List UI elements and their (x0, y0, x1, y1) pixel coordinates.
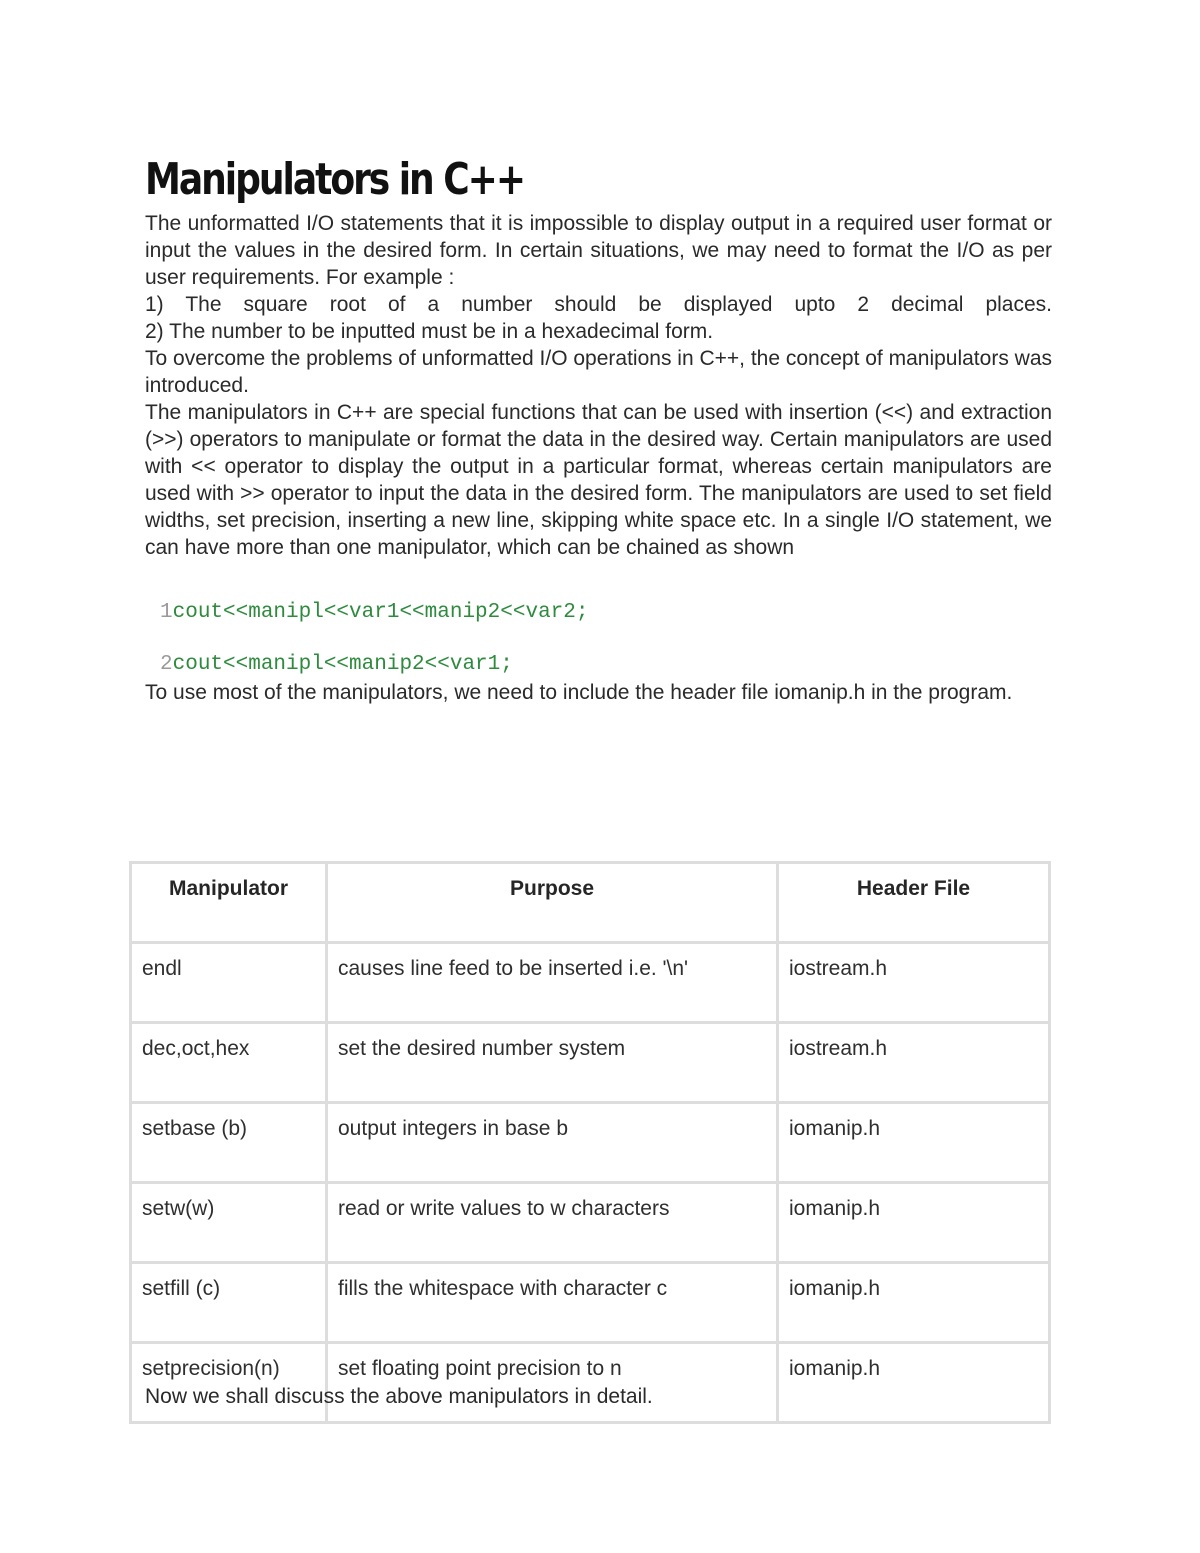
cell-purpose: output integers in base b (327, 1103, 778, 1183)
code-text: cout<<manipl<<var1<<manip2<<var2; (172, 601, 589, 624)
table-row (131, 1183, 1050, 1263)
cell-header-file: iomanip.h (778, 1343, 1050, 1423)
definition-paragraph: The manipulators in C++ are special functions that can be used with insertion (<<) and extraction (>>) operators to manipulate or format the data in the desired way. Certain manipulators are used with << operator to display the output in a particular format, whereas certain manipulators are used with >> operator to input the data in the desired form. The manipulators are used to set field widths, set precision, inserting a new line, skipping white space etc. In a single I/O statement, we can have more than one manipulator, which can be chained as shown (145, 401, 1052, 559)
line-number: 2 (160, 653, 173, 676)
header-note-paragraph: To use most of the manipulators, we need to include the header file iomanip.h in the program. (145, 681, 1013, 704)
cell-header-file: iostream.h (778, 1023, 1050, 1103)
document-page (142, 150, 1052, 1408)
example-1: 1) The square root of a number should be displayed upto 2 decimal places. (145, 293, 1052, 316)
table-row (131, 1263, 1050, 1343)
cell-purpose: causes line feed to be inserted i.e. '\n' (327, 943, 778, 1023)
cell-manipulator: setbase (b) (131, 1103, 327, 1183)
intro-paragraph: The unformatted I/O statements that it is impossible to display output in a required user format or input the values in the desired form. In certain situations, we may need to format the I/O as per user requirements. For example : (145, 212, 1052, 289)
examples-paragraph (145, 291, 1052, 345)
cell-header-file: iomanip.h (778, 1183, 1050, 1263)
cell-header-file: iostream.h (778, 943, 1050, 1023)
code-text: cout<<manipl<<manip2<<var1; (172, 653, 513, 676)
code-block (160, 599, 1052, 679)
cell-purpose: read or write values to w characters (327, 1183, 778, 1263)
overcome-paragraph: To overcome the problems of unformatted I/O operations in C++, the concept of manipulators was introduced. (145, 347, 1052, 397)
table-row (131, 1103, 1050, 1183)
cell-purpose: set the desired number system (327, 1023, 778, 1103)
cell-purpose: set floating point precision to n (327, 1343, 778, 1423)
code-line (160, 651, 1052, 679)
cell-manipulator: dec,oct,hex (131, 1023, 327, 1103)
table-row (131, 943, 1050, 1023)
cell-manipulator: setw(w) (131, 1183, 327, 1263)
cell-manipulator: setfill (c) (131, 1263, 327, 1343)
line-number: 1 (160, 601, 173, 624)
table-row (131, 1023, 1050, 1103)
cell-header-file: iomanip.h (778, 1263, 1050, 1343)
manipulators-table (129, 861, 1051, 1424)
header-manipulator: Manipulator (131, 863, 327, 943)
page-title: Manipulators in C++ (145, 154, 525, 205)
header-header-file: Header File (778, 863, 1050, 943)
example-2: 2) The number to be inputted must be in a hexadecimal form. (145, 320, 714, 343)
cell-purpose: fills the whitespace with character c (327, 1263, 778, 1343)
code-line (160, 599, 1052, 627)
table-header-row (131, 863, 1050, 943)
cell-manipulator: endl (131, 943, 327, 1023)
header-purpose: Purpose (327, 863, 778, 943)
closing-paragraph: Now we shall discuss the above manipulators in detail. (145, 1385, 653, 1408)
cell-header-file: iomanip.h (778, 1103, 1050, 1183)
cell-manipulator: setprecision(n) (131, 1343, 327, 1423)
